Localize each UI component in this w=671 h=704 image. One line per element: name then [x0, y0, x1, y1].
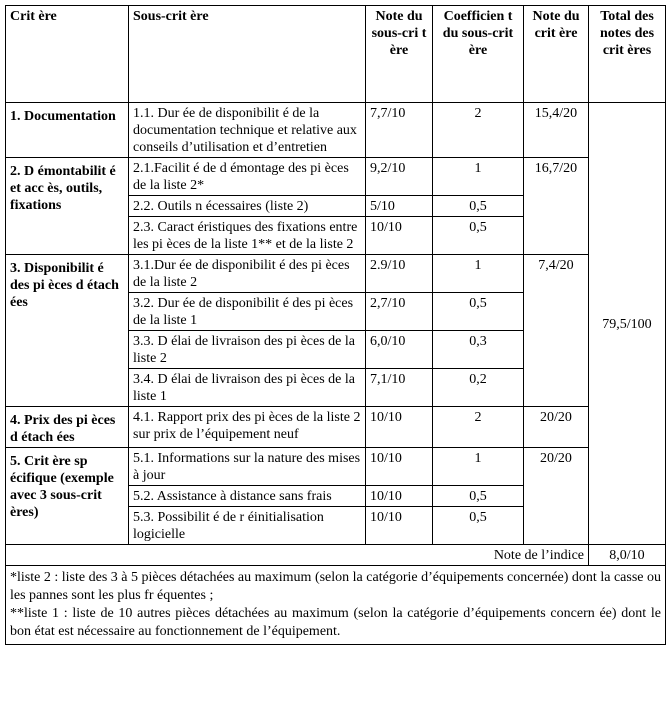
sub-criterion-note: 7,1/10 — [366, 369, 433, 407]
sub-criterion-note: 6,0/10 — [366, 331, 433, 369]
sub-criterion-coef: 0,5 — [433, 486, 524, 507]
sub-criterion-label: 3.3. D élai de livraison des pi èces de la liste 2 — [129, 331, 366, 369]
header-total: Total des notes des crit ères — [589, 6, 666, 103]
sub-criterion-coef: 0,5 — [433, 196, 524, 217]
sub-criterion-coef: 0,2 — [433, 369, 524, 407]
header-note-sous-critere: Note du sous-cri t ère — [366, 6, 433, 103]
header-note-critere: Note du crit ère — [524, 6, 589, 103]
sub-criterion-label: 4.1. Rapport prix des pi èces de la liste 2 sur prix de l’équipement neuf — [129, 407, 366, 448]
sub-criterion-label: 1.1. Dur ée de disponibilit é de la documentation technique et relative aux conseils d’utilisation et d’entretien — [129, 103, 366, 158]
sub-criterion-coef: 1 — [433, 158, 524, 196]
criterion-note: 20/20 — [524, 448, 589, 545]
criterion-name: 3. Disponibilit é des pi èces d étach ées — [6, 255, 129, 407]
sub-criterion-note: 10/10 — [366, 486, 433, 507]
criterion-name: 5. Crit ère sp écifique (exemple avec 3 sous-crit ères) — [6, 448, 129, 545]
header-row — [6, 6, 666, 103]
footnotes — [6, 566, 666, 645]
sub-criterion-label: 2.2. Outils n écessaires (liste 2) — [129, 196, 366, 217]
sub-criterion-label: 3.1.Dur ée de disponibilit é des pi èces de la liste 2 — [129, 255, 366, 293]
total-score: 79,5/100 — [589, 103, 666, 545]
sub-criterion-label: 3.2. Dur ée de disponibilit é des pi èces de la liste 1 — [129, 293, 366, 331]
sub-criterion-label: 2.1.Facilit é de d émontage des pi èces de la liste 2* — [129, 158, 366, 196]
footnotes-row — [6, 566, 666, 645]
sub-criterion-note: 10/10 — [366, 507, 433, 545]
footnote-liste-2: *liste 2 : liste des 3 à 5 pièces détachées au maximum (selon la catégorie d’équipements concernée) dont la casse ou les pannes sont les plus fr équentes ; — [10, 570, 661, 603]
sub-criterion-note: 5/10 — [366, 196, 433, 217]
sub-criterion-coef: 0,5 — [433, 293, 524, 331]
sub-criterion-label: 5.2. Assistance à distance sans frais — [129, 486, 366, 507]
table-row — [6, 255, 666, 293]
sub-criterion-note: 2,7/10 — [366, 293, 433, 331]
sub-criterion-coef: 0,5 — [433, 507, 524, 545]
sub-criterion-note: 2.9/10 — [366, 255, 433, 293]
sub-criterion-coef: 0,5 — [433, 217, 524, 255]
sub-criterion-coef: 1 — [433, 255, 524, 293]
sub-criterion-label: 5.1. Informations sur la nature des mises à jour — [129, 448, 366, 486]
criterion-name: 4. Prix des pi èces d étach ées — [6, 407, 129, 448]
sub-criterion-note: 7,7/10 — [366, 103, 433, 158]
footnote-liste-1: **liste 1 : liste de 10 autres pièces détachées au maximum (selon la catégorie d’équipements concern ée) dont le bon état est nécessaire au fonctionnement de l’équipement. — [10, 606, 661, 639]
sub-criterion-label: 2.3. Caract éristiques des fixations entre les pi èces de la liste 1** et de la liste 2 — [129, 217, 366, 255]
table-row — [6, 407, 666, 448]
sub-criterion-note: 10/10 — [366, 407, 433, 448]
table-row — [6, 103, 666, 158]
sub-criterion-label: 5.3. Possibilit é de r éinitialisation logicielle — [129, 507, 366, 545]
header-sous-critere: Sous-crit ère — [129, 6, 366, 103]
criterion-name: 2. D émontabilit é et acc ès, outils, fixations — [6, 158, 129, 255]
sub-criterion-coef: 2 — [433, 103, 524, 158]
sub-criterion-coef: 0,3 — [433, 331, 524, 369]
sub-criterion-note: 9,2/10 — [366, 158, 433, 196]
sub-criterion-coef: 1 — [433, 448, 524, 486]
sub-criterion-coef: 2 — [433, 407, 524, 448]
sub-criterion-note: 10/10 — [366, 448, 433, 486]
sub-criterion-label: 3.4. D élai de livraison des pi èces de la liste 1 — [129, 369, 366, 407]
index-value: 8,0/10 — [589, 545, 666, 566]
table-row — [6, 448, 666, 486]
index-row — [6, 545, 666, 566]
reparability-table — [5, 5, 666, 645]
criterion-name: 1. Documentation — [6, 103, 129, 158]
criterion-note: 7,4/20 — [524, 255, 589, 407]
header-critere: Crit ère — [6, 6, 129, 103]
header-coefficient: Coefficien t du sous-crit ère — [433, 6, 524, 103]
table-row — [6, 158, 666, 196]
criterion-note: 20/20 — [524, 407, 589, 448]
criterion-note: 16,7/20 — [524, 158, 589, 255]
criterion-note: 15,4/20 — [524, 103, 589, 158]
index-label: Note de l’indice — [6, 545, 589, 566]
sub-criterion-note: 10/10 — [366, 217, 433, 255]
